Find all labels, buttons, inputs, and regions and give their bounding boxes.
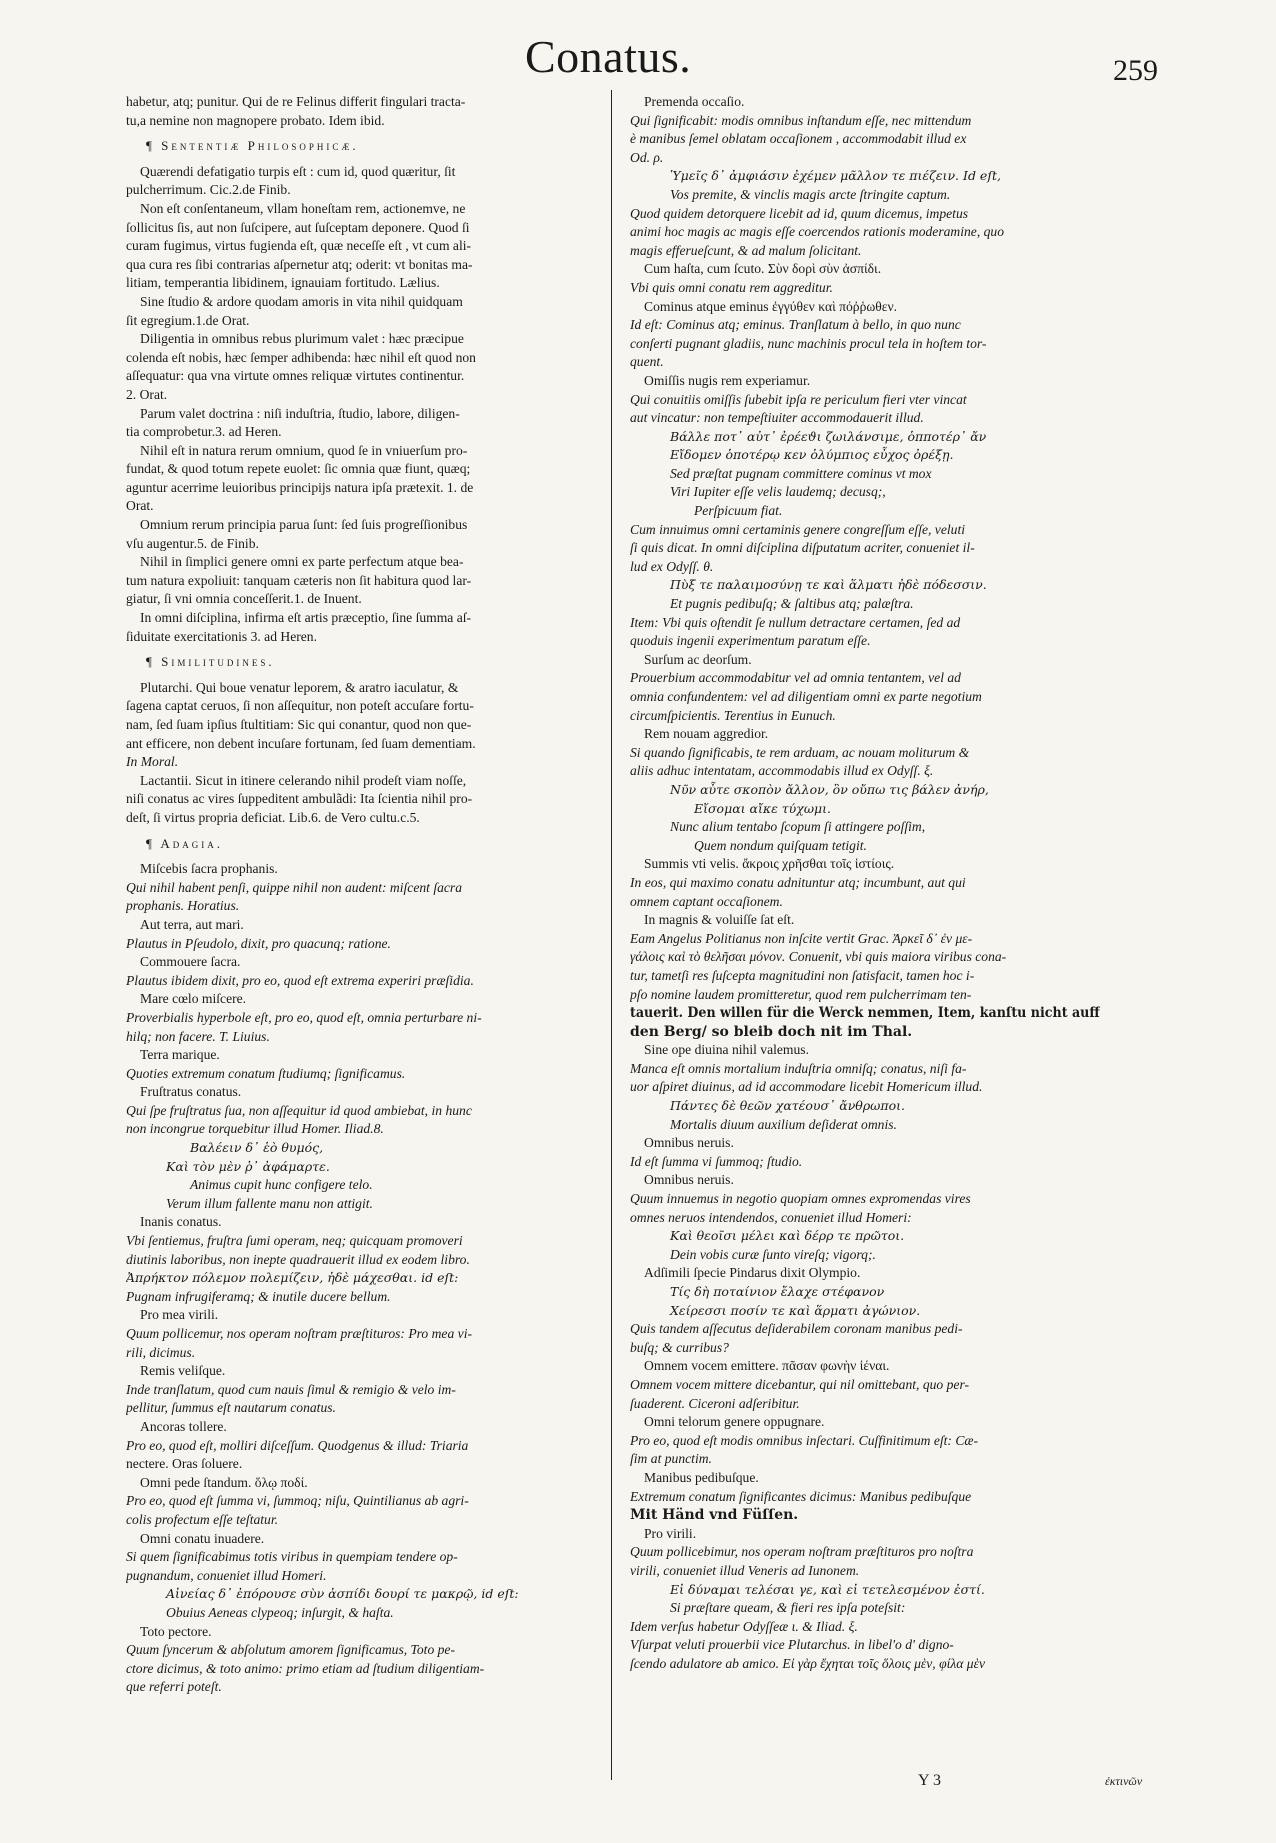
text-line: Vbi quis omni conatu rem aggreditur. [630, 279, 833, 295]
text-line: Item: Vbi quis oſtendit ſe nullum detractare certamen, ſed ad [630, 614, 961, 630]
text-line: Surſum ac deorſum. [644, 651, 752, 667]
text-line: Plutarchi. Qui boue venatur leporem, & aratro iaculatur, & [140, 679, 459, 695]
text-line: Summis vti velis. ἄκροις χρῆσθαι τοῖς ἱστίοις. [644, 856, 895, 872]
text-line: Proverbialis hyperbole eſt, pro eo, quod eſt, omnia perturbare ni- [126, 1009, 482, 1025]
text-line: animi hoc magis ac magis eſſe coercendos rationis moderamine, quo [630, 224, 1005, 240]
text-line: Εἴσομαι αἴκε τύχωμι. [694, 800, 832, 816]
text-line: Verum illum fallente manu non attigit. [166, 1195, 373, 1211]
text-line: Εἰ δύναμαι τελέσαι γε, καὶ εἰ τετελεσμένον ἐστί. [670, 1581, 985, 1597]
text-line: tur, tametſi res ſuſcepta magnitudini non ſatisfacit, tamen hoc i- [630, 967, 975, 983]
text-line: Adſimili ſpecie Pindarus dixit Olympio. [644, 1265, 861, 1281]
text-line: Prouerbium accommodabitur vel ad omnia tentantem, vel ad [630, 670, 961, 686]
text-line: colis profectum eſſe teſtatur. [126, 1511, 279, 1527]
text-line: Aut terra, aut mari. [140, 916, 244, 932]
text-line: Non eſt conſentaneum, vllam honeſtam rem, actionemve, ne [140, 200, 466, 216]
text-line: Omni telorum genere oppugnare. [644, 1414, 825, 1430]
text-line: Id eſt ſumma vi ſummoq; ſtudio. [630, 1153, 803, 1169]
text-line: Orat. [126, 498, 154, 514]
text-line: Vos premite, & vinclis magis arcte ſtringite captum. [670, 186, 951, 202]
text-line: ſim at punctim. [630, 1451, 712, 1467]
text-line: Pro eo, quod eſt ſumma vi, ſummoq; niſu, Quintilianus ab agri- [126, 1493, 469, 1509]
text-line: rili, dicimus. [126, 1344, 196, 1360]
text-line: litiam, temperantia libidinem, ignauiam fortitudo. Lælius. [126, 275, 440, 291]
text-line: Qui nihil habent penſi, quippe nihil non audent: miſcent ſacra [126, 879, 463, 895]
text-line: Si quando ſignificabis, te rem arduam, ac nouam moliturum & [630, 744, 970, 760]
text-line: Omiſſis nugis rem experiamur. [644, 372, 811, 388]
text-line: Nunc alium tentabo ſcopum ſi attingere poſſim, [670, 819, 926, 835]
text-line: den Berg/ so bleib doch nit im Thal. [630, 1023, 913, 1040]
text-line: è manibus ſemel oblatam occaſionem , accommodabit illud ex [630, 131, 967, 147]
page-number: 259 [1113, 54, 1158, 87]
text-line: Pugnam infrugiferamq; & inutile ducere bellum. [126, 1288, 391, 1304]
text-line: Pro eo, quod eſt, molliri diſceſſum. Quodgenus & illud: Triaria [126, 1437, 469, 1453]
text-line: Od. ρ. [630, 149, 664, 165]
text-line: Quærendi defatigatio turpis eſt : cum id, quod quæritur, ſit [140, 163, 456, 179]
text-line: aſſequatur: qua vna virtute omnes reliquæ virtutes continentur. [126, 368, 465, 384]
text-line: Πὺξ τε παλαιμοσύνῃ τε καὶ ἅλματι ἠδὲ πόδεσσιν. [670, 577, 987, 593]
text-line: Toto pectore. [140, 1623, 212, 1639]
text-line: deſt, ſi virtus propria deficiat. Lib.6. de Vero cultu.c.5. [126, 809, 420, 825]
text-line: Τίς δὴ ποταίνιον ἔλαχε στέφανον [670, 1284, 885, 1299]
text-line: ſcendo adulatore ab amico. Εἰ γὰρ ἔχηται τοῖς ὅλοις μὲν, φίλα μὲν [630, 1655, 986, 1671]
text-line: ¶ Sententiæ Philosophicæ. [146, 138, 359, 154]
text-line: In eos, qui maximo conatu adnituntur atq; incumbunt, aut qui [630, 874, 966, 890]
text-line: Mortalis diuum auxilium deſiderat omnis. [670, 1116, 897, 1132]
text-line: Pro mea virili. [140, 1307, 219, 1323]
text-line: Omnium rerum principia parua ſunt: ſed ſuis progreſſionibus [140, 517, 468, 533]
text-line: Quoties extremum conatum ſtudiumq; ſignificamus. [126, 1065, 406, 1081]
text-line: Omnem vocem mittere dicebantur, qui nil omittebant, quo per- [630, 1376, 969, 1392]
text-line: Vbi ſentiemus, fruſtra ſumi operam, neq; quicquam promoveri [126, 1233, 463, 1249]
text-line: circumſpicientis. Terentius in Eunuch. [630, 707, 836, 723]
text-line: Qui conuitiis omiſſis ſubebit ipſa re periculum fieri vter vincat [630, 391, 967, 407]
text-line: Πάντες δὲ θεῶν χατέουσ᾽ ἄνθρωποι. [670, 1098, 905, 1114]
text-line: pugnandum, conueniet illud Homeri. [126, 1567, 327, 1583]
text-line: Si præſtare queam, & fieri res ipſa poteſsit: [670, 1600, 906, 1616]
text-line: Id eſt: Cominus atq; eminus. Tranſlatum à bello, in quo nunc [630, 317, 961, 333]
text-line: In magnis & voluiſſe ſat eſt. [644, 912, 795, 928]
column-divider [611, 90, 612, 1780]
text-line: Quum ſyncerum & abſolutum amorem ſignificamus, Toto pe- [126, 1642, 455, 1658]
text-line: ſiduitate exercitationis 3. ad Heren. [126, 628, 317, 644]
text-line: Extremum conatum ſignificantes dicimus: Manibus pedibuſque [630, 1488, 972, 1504]
text-line: ¶ Similitudines. [146, 654, 275, 670]
text-line: Omnibus neruis. [644, 1172, 734, 1188]
text-line: Qui ſpe fruſtratus ſua, non aſſequitur id quod ambiebat, in hunc [126, 1102, 472, 1118]
text-line: Omnibus neruis. [644, 1135, 734, 1151]
text-line: Viri Iupiter eſſe velis laudemq; decusq;, [670, 484, 886, 500]
text-line: aliis adhuc intentatam, accommodabis illud ex Odyſſ. ξ. [630, 763, 934, 779]
text-line: omnem captant occaſionem. [630, 893, 783, 909]
text-line: Νῦν αὖτε σκοπὸν ἄλλον, ὃν οὔπω τις βάλεν ἀνήρ, [670, 781, 989, 797]
text-line: vſu augentur.5. de Finib. [126, 535, 259, 551]
text-line: tu,a nemine non magnopere probato. Idem ibid. [126, 112, 385, 128]
text-line: Βαλέειν δ᾽ ἑὸ θυμός, [190, 1140, 324, 1156]
text-line: Nihil in ſimplici genere omni ex parte perfectum atque bea- [140, 554, 464, 570]
text-line: Obuius Aeneas clypeoq; inſurgit, & haſta. [166, 1604, 394, 1620]
text-line: ſollicitus ſis, aut non ſuſcipere, aut ſuſceptam deponere. Quod ſi [126, 219, 470, 235]
text-line: Quum pollicemur, nos operam noſtram præſtituros: Pro mea vi- [126, 1326, 472, 1341]
text-line: Qui ſignificabit: modis omnibus inſtandum eſſe, nec mittendum [630, 112, 972, 128]
text-line: ſuaderent. Ciceroni adſeribitur. [630, 1395, 800, 1411]
text-line: Cum haſta, cum ſcuto. Σὺν δορὶ σὺν ἀσπίδι. [644, 261, 882, 277]
text-line: qua cura res ſibi contrarias aſpernetur atq; oderit: vt bonitas ma- [126, 256, 473, 272]
text-line: fundat, & quod totum repete euolet: ſic omnia quæ fiunt, quæq; [126, 461, 471, 477]
text-line: Pro virili. [644, 1525, 697, 1541]
text-line: virili, conueniet illud Veneris ad Iunonem. [630, 1562, 860, 1578]
text-line: Diligentia in omnibus rebus plurimum valet : hæc præcipue [140, 331, 464, 347]
text-line: Animus cupit hunc configere telo. [190, 1177, 373, 1193]
text-line: Quis tandem aſſecutus deſiderabilem coronam manibus pedi- [630, 1321, 963, 1337]
text-line: Sine ſtudio & ardore quodam amoris in vita nihil quidquam [140, 293, 463, 309]
text-line: γάλοις καὶ τὸ θελῆσαι μόνον. Conuenit, vbi quis maiora viribus cona- [630, 949, 1007, 965]
text-line: Vſurpat veluti prouerbii vice Plutarchus. in libel'o d' digno- [630, 1637, 954, 1653]
text-line: pellitur, ſummus eſt nautarum conatus. [126, 1400, 336, 1416]
text-line: giatur, ſi vni omnia conceſſerit.1. de Inuent. [126, 591, 362, 607]
text-line: Αἰνείας δ᾽ ἐπόρουσε σὺν ἀσπίδι δουρί τε μακρῷ, id eſt: [166, 1586, 519, 1602]
text-line: Mare cœlo miſcere. [140, 991, 247, 1007]
text-line: uor aſpiret diuinus, ad id accommodare licebit Homericum illud. [630, 1079, 983, 1095]
text-line: Miſcebis ſacra prophanis. [140, 861, 278, 877]
text-line: Ἀπρήκτον πόλεμον πολεμίζειν, ἠδὲ μάχεσθαι. id eſt: [126, 1270, 459, 1286]
text-line: nectere. Oras ſoluere. [126, 1456, 243, 1472]
page-footer [918, 1772, 1142, 1790]
text-line: hilq; non facere. T. Liuius. [126, 1028, 270, 1044]
text-line: Premenda occaſio. [644, 94, 745, 109]
text-line: ¶ Adagia. [146, 835, 224, 851]
text-line: Parum valet doctrina : niſi induſtria, ſtudio, labore, diligen- [140, 405, 460, 421]
text-line: magis efferueſcunt, & ad malum ſolicitant. [630, 242, 862, 258]
text-line: quoduis ingenii experimentum paratum eſſe. [630, 633, 871, 649]
text-line: ſi quis dicat. In omni diſciplina diſputatum acriter, conueniet il- [630, 540, 975, 556]
text-line: Inde tranſlatum, quod cum nauis ſimul & remigio & velo im- [126, 1381, 456, 1397]
text-line: lud ex Odyſſ. θ. [630, 558, 714, 574]
text-line: Terra marique. [140, 1047, 220, 1063]
page-title: Conatus. [525, 31, 692, 82]
text-line: Commouere ſacra. [140, 954, 241, 970]
text-line: Si quem ſignificabimus totis viribus in quempiam tendere op- [126, 1549, 458, 1565]
text-line: Καὶ θεοῖσι μέλει καὶ δέρρ τε πρῶτοι. [670, 1228, 905, 1244]
text-line: Ancoras tollere. [140, 1418, 227, 1434]
text-line: aut vincatur: non tempeſtiuiter accommodauerit illud. [630, 410, 924, 426]
text-line: Idem verſus habetur Odyſſeæ ι. & Iliad. ξ. [630, 1618, 858, 1634]
text-line: Βάλλε ποτ᾽ αὐτ᾽ ἐρέεϑι ζωιλάνσιμε, ὁπποτέρ᾽ ἄν [670, 428, 987, 444]
text-line: Sine ope diuina nihil valemus. [644, 1042, 809, 1058]
text-line: Pro eo, quod eſt modis omnibus inſectari. Cuſfinitimum eſt: Cæ- [630, 1432, 979, 1448]
text-line: Rem nouam aggredior. [644, 726, 769, 742]
text-line: Et pugnis pedibuſq; & ſaltibus atq; palæſtra. [670, 596, 914, 612]
text-line: Omnem vocem emittere. πᾶσαν φωνὴν ἱέναι. [644, 1358, 890, 1374]
text-line: conſerti pugnant gladiis, nunc machinis procul tela in hoſtem tor- [630, 335, 987, 351]
text-line: tia comprobetur.3. ad Heren. [126, 424, 282, 440]
text-line: diutinis laboribus, non inepte quadrauerit illud ex eodem libro. [126, 1251, 470, 1267]
text-line: que referri poteſt. [126, 1679, 222, 1695]
text-line: ſit egregium.1.de Orat. [126, 312, 250, 328]
text-line: Quum innuemus in negotio quopiam omnes expromendas vires [630, 1191, 971, 1207]
text-line: Quem nondum quiſquam tetigit. [694, 837, 867, 853]
text-line: tum natura expoliuit: tanquam cæteris non ſit habitura quod lar- [126, 572, 472, 588]
text-line: Inanis conatus. [140, 1214, 222, 1230]
text-line: habetur, atq; punitur. Qui de re Felinus differit fingulari tracta- [126, 94, 466, 109]
text-line: Nihil eſt in natura rerum omnium, quod ſe in vniuerſum pro- [140, 442, 468, 458]
text-line: Cum innuimus omni certaminis genere congreſſum eſſe, veluti [630, 521, 965, 537]
text-line: Plautus in Pſeudolo, dixit, pro quacunq; ratione. [126, 935, 391, 951]
text-line: Sed præſtat pugnam committere cominus vt mox [670, 465, 932, 481]
right-column [630, 93, 1100, 1783]
text-line: Omni pede ſtandum. ὅλῳ ποδί. [140, 1474, 308, 1490]
text-line: non incongrue torquebitur illud Homer. Iliad.8. [126, 1121, 384, 1137]
text-line: omnia confundentem: vel ad diligentiam omni ex parte negotium [630, 689, 982, 704]
text-line: Remis veliſque. [140, 1363, 226, 1379]
text-line: In Moral. [126, 754, 179, 770]
text-line: buſq; & curribus? [630, 1339, 729, 1355]
text-line: Lactantii. Sicut in itinere celerando nihil prodeſt viam noſſe, [140, 772, 467, 788]
text-line: Perſpicuum fiat. [694, 503, 783, 519]
text-line: niſi conatus ac vires ſuppeditent ambulãdi: Ita ſcientia nihil pro- [126, 791, 473, 807]
signature-mark: Y 3 [918, 1772, 941, 1789]
text-line: Καὶ τὸν μὲν ῥ᾽ ἀφάμαρτε. [166, 1158, 330, 1174]
text-line: Cominus atque eminus ἐγγύθεν καὶ πόῤῥωθεν. [644, 298, 898, 314]
text-line: Quod quidem detorquere licebit ad id, quum dicemus, impetus [630, 205, 969, 221]
text-line: Mit Händ vnd Füſſen. [630, 1507, 799, 1524]
text-line: quent. [630, 354, 664, 370]
text-line: omnes neruos intendendos, conueniet illud Homeri: [630, 1209, 912, 1225]
left-column [126, 93, 600, 1783]
text-line: nam, ſed ſuam ipſius ſtultitiam: Sic qui conantur, quod non que- [126, 717, 472, 732]
text-line: Quum pollicebimur, nos operam noſtram præſtituros pro noſtra [630, 1544, 974, 1560]
text-line: Manibus pedibuſque. [644, 1469, 759, 1485]
text-line: pulcherrimum. Cic.2.de Finib. [126, 182, 291, 198]
text-line: colenda eſt nobis, hæc ſemper adhibenda: hæc nihil eſt quod non [126, 349, 476, 365]
text-line: Manca eſt omnis mortalium induſtria omniſq; conatus, niſi fa- [630, 1060, 967, 1076]
text-line: Omni conatu inuadere. [140, 1530, 265, 1546]
text-line: ant efficere, non debent incuſare fortunam, ſed ſuam dementiam. [126, 735, 476, 751]
text-line: 2. Orat. [126, 386, 168, 402]
text-line: Ὑμεῖς δ᾽ ἀμφιάσιν ἐχέμεν μᾶλλον τε πιέζειν. Id eſt, [670, 168, 1001, 184]
text-line: aguntur acerrime leuioribus principijs natura ipſa prætexit. 1. de [126, 479, 474, 495]
text-line: Fruſtratus conatus. [140, 1084, 242, 1100]
text-line: tauerit. Den willen für die Werck nemmen, Item, kanſtu nicht auff [630, 1005, 1100, 1022]
catchword: ἐκτινῶν [1104, 1774, 1143, 1788]
text-line: pſo nomine laudem promitteretur, quod rem pulcherrimam ten- [630, 986, 972, 1002]
text-line: Εἴδομεν ὁποτέρῳ κεν ὀλύμπιος εὖχος ὀρέξῃ. [670, 447, 954, 463]
text-line: Eam Angelus Politianus non inſcite vertit Grac. Ἀρκεῖ δ᾽ ἐν με- [630, 930, 973, 946]
text-line: curam fugimus, virtus fugienda eſt, quæ neceſſe eſt , vt cum ali- [126, 238, 472, 254]
text-line: ctore dicimus, & toto animo: primo etiam ad ſtudium diligentiam- [126, 1660, 485, 1676]
text-line: ſagena captat ceruos, ſi non aſſequitur, non poteſt accuſare fortu- [126, 698, 474, 714]
text-line: Χείρεσσι ποσίν τε καὶ ἅρματι ἀγώνιον. [670, 1302, 921, 1318]
text-line: In omni diſciplina, infirma eſt artis præceptio, ſine ſumma aſ- [140, 610, 472, 626]
text-line: Plautus ibidem dixit, pro eo, quod eſt extrema experiri præſidia. [126, 972, 474, 988]
text-line: prophanis. Horatius. [126, 898, 240, 914]
text-line: Dein vobis curæ ſunto vireſq; vigorq;. [670, 1246, 876, 1262]
